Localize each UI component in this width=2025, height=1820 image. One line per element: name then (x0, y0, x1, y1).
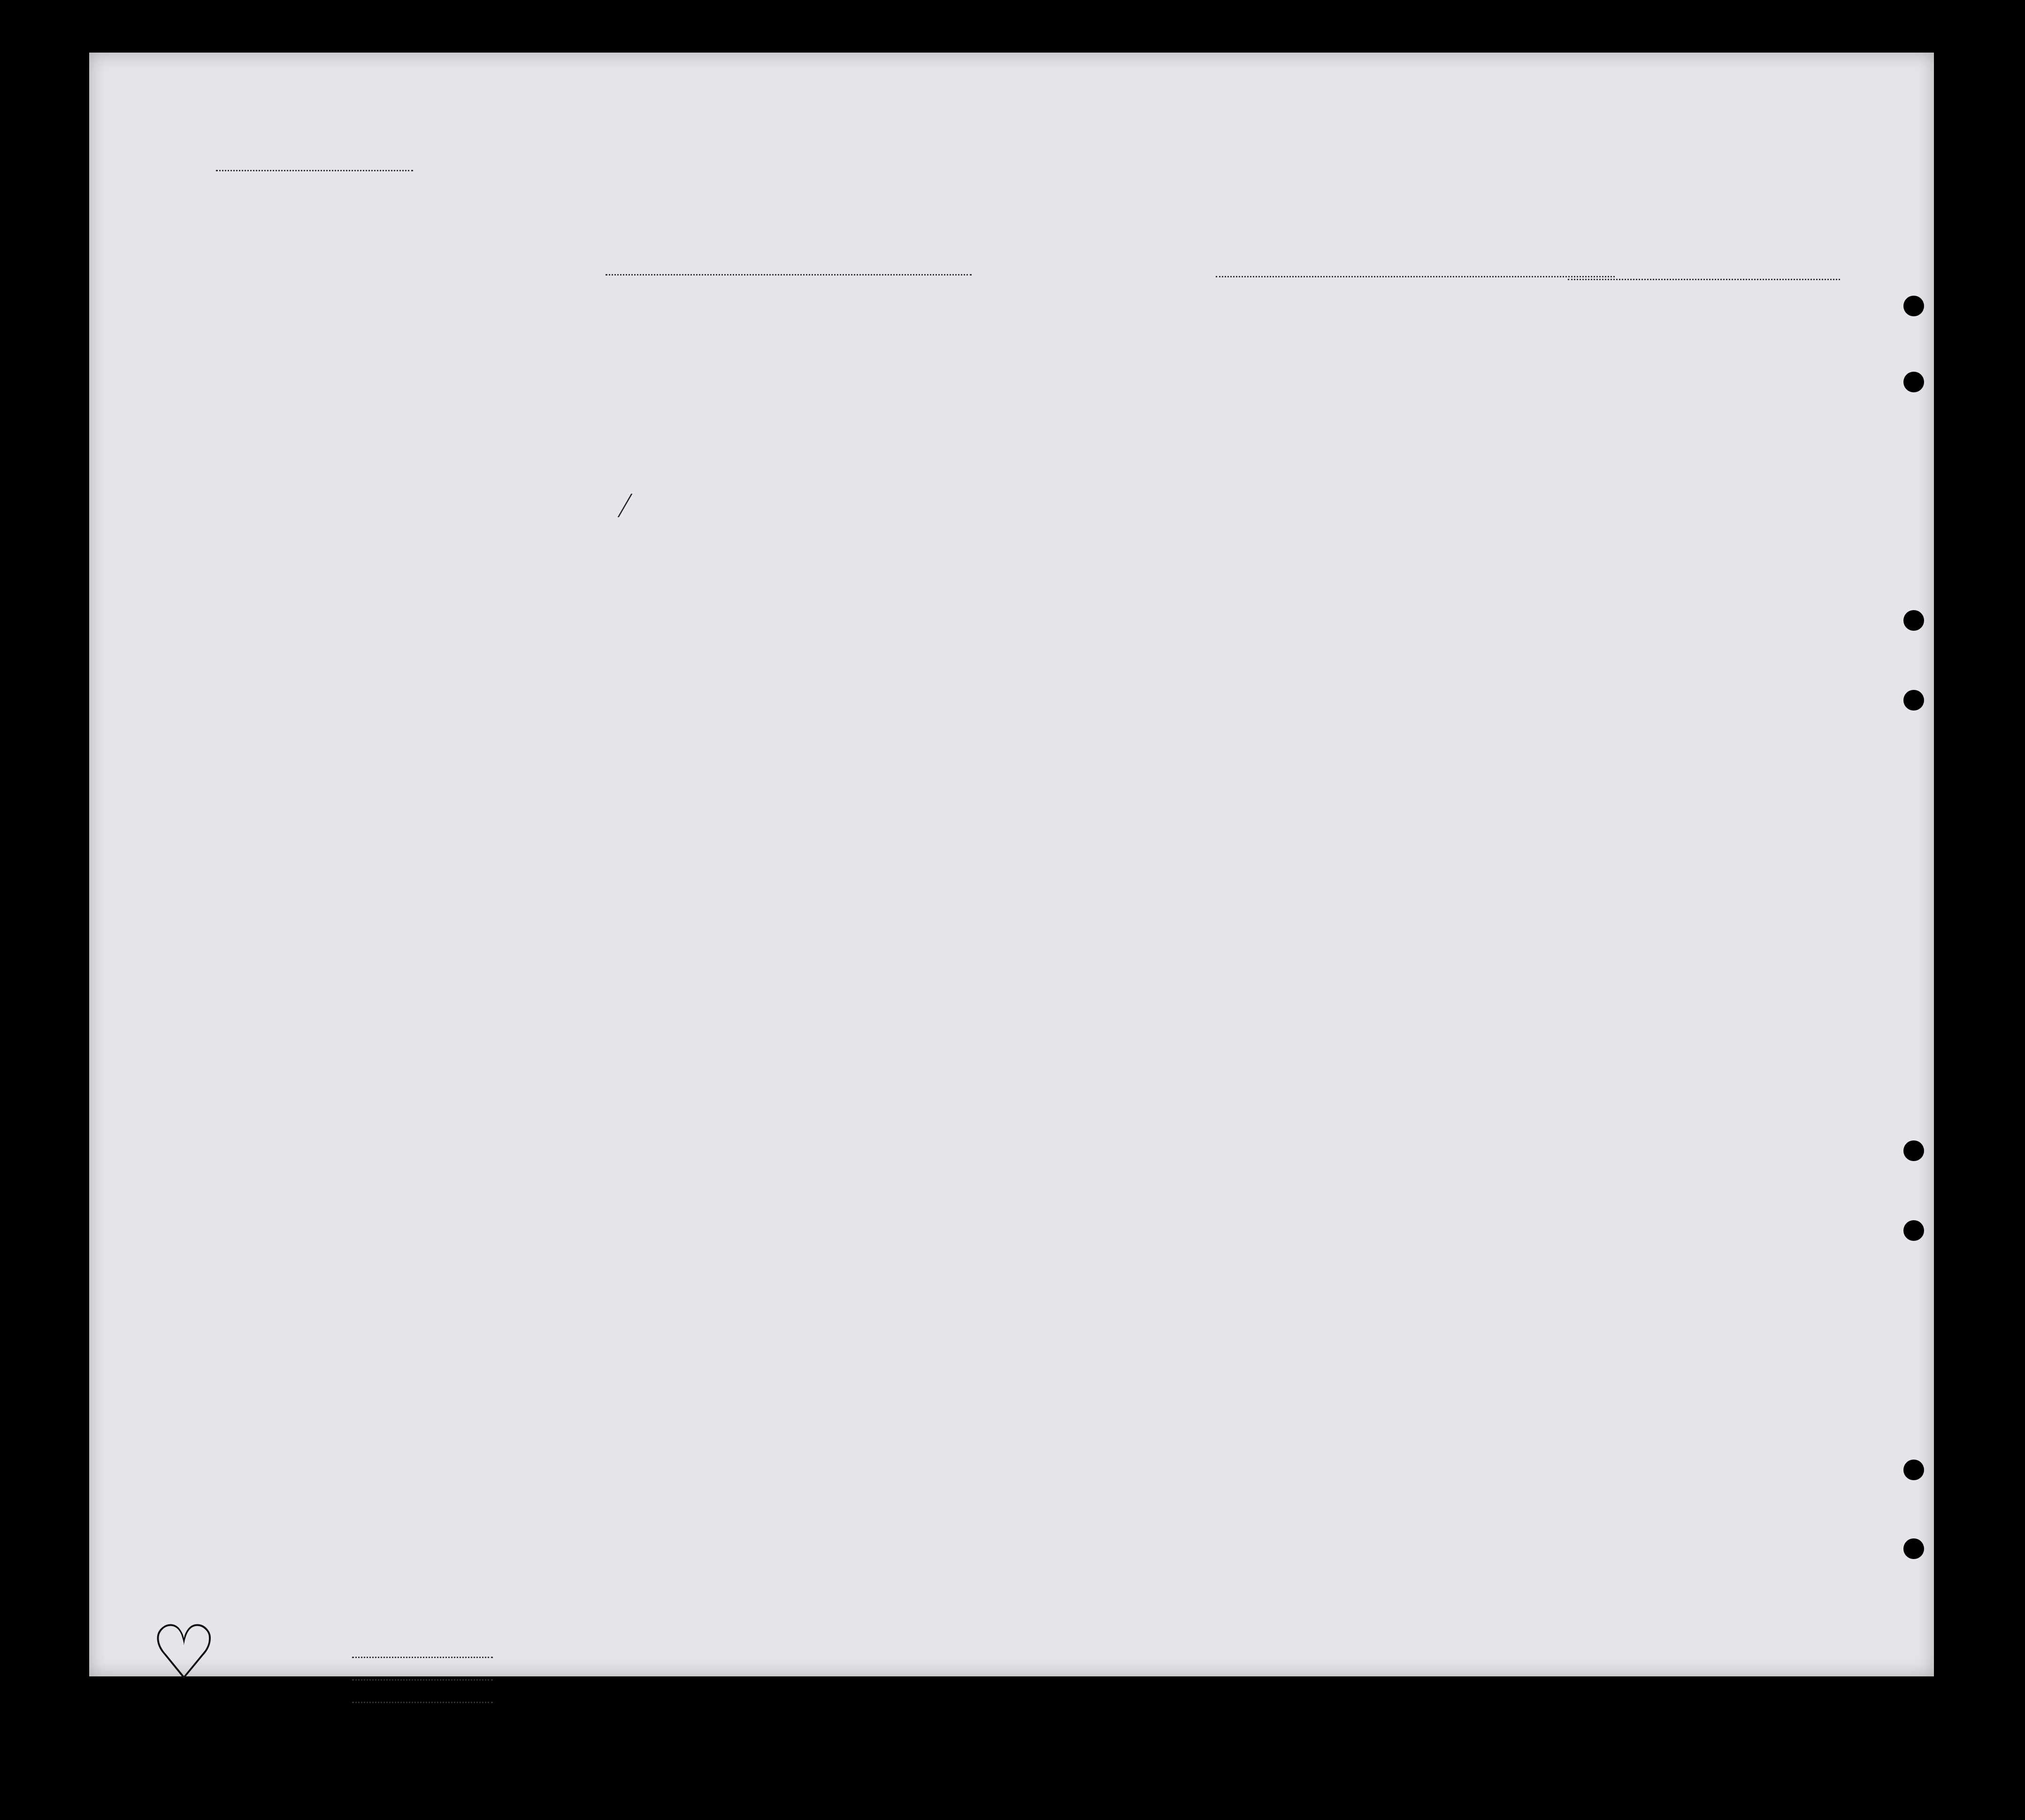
manifest-grid (89, 53, 1934, 1676)
binder-hole (1903, 690, 1924, 711)
binder-hole (1903, 1140, 1924, 1161)
manifest-sheet (89, 53, 1934, 1697)
binder-hole (1903, 372, 1924, 392)
binder-hole (1903, 1538, 1924, 1559)
aliens-line (352, 1702, 493, 1703)
heart-doodle: ♡ (150, 1609, 218, 1697)
us-citizens-line (352, 1679, 493, 1681)
binder-hole (1903, 1220, 1924, 1241)
total-passengers-line (352, 1657, 493, 1658)
binder-hole (1903, 610, 1924, 631)
binder-hole (1903, 1460, 1924, 1480)
binder-hole (1903, 296, 1924, 316)
